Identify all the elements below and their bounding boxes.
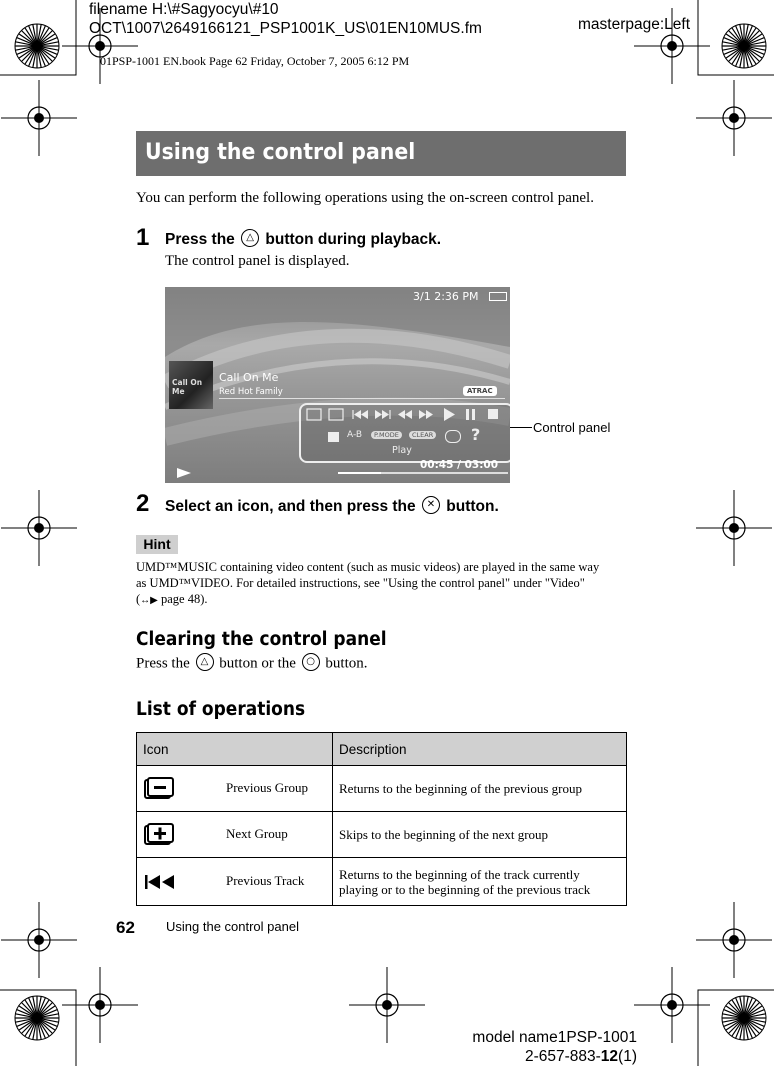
icon-cell	[137, 812, 333, 858]
hint-label: Hint	[136, 535, 178, 554]
album-art	[169, 361, 213, 409]
model-line-2	[461, 1047, 637, 1066]
filename-header	[89, 0, 482, 38]
operations-table	[136, 732, 627, 906]
model-code-bold: 12	[600, 1048, 619, 1065]
time-readout	[420, 459, 498, 471]
col-icon-header: Icon	[137, 733, 333, 766]
step-1-text-after: button during playback.	[265, 231, 442, 249]
masterpage-label: masterpage:Left	[578, 16, 691, 33]
screen-track-title: Call On Me	[219, 371, 279, 384]
model-code-prefix: 2-657-883-	[524, 1048, 601, 1065]
icon-cell	[137, 766, 333, 812]
page-number: 62	[116, 918, 135, 937]
help-icon[interactable]: ?	[471, 425, 481, 444]
callout-line	[510, 427, 532, 428]
section-title-bar	[136, 131, 626, 176]
progress-fill	[338, 472, 381, 474]
step-1-instruction	[165, 231, 441, 249]
book-info: 01PSP-1001 EN.book Page 62 Friday, October 7, 2005 6:12 PM	[100, 54, 410, 68]
clearing-text-before: Press the	[136, 655, 190, 672]
table-row	[137, 766, 627, 812]
clearing-heading: Clearing the control panel	[136, 629, 387, 650]
psp-screenshot	[165, 287, 510, 483]
control-panel-overlay[interactable]	[299, 403, 510, 463]
format-badge: ATRAC	[463, 386, 497, 396]
elapsed-time: 00:45	[420, 459, 454, 471]
intro-text: You can perform the following operations using the on-screen control panel.	[136, 190, 594, 206]
screen-datetime: 3/1 2:36 PM	[413, 290, 479, 303]
album-art-text: Call On Me	[172, 378, 203, 396]
cross-button-icon: ✕	[422, 496, 440, 514]
icon-cell	[137, 858, 333, 906]
previous-track-icon	[144, 874, 178, 890]
table-row	[137, 812, 627, 858]
screen-divider	[219, 398, 505, 399]
step-2	[136, 490, 149, 518]
info-icon[interactable]	[445, 430, 461, 443]
hint-line-2: as UMD™VIDEO. For detailed instructions, see "Using the control panel" under "Video"	[136, 576, 585, 590]
row-name: Next Group	[226, 826, 288, 841]
clear-button[interactable]: CLEAR	[409, 431, 436, 439]
control-panel-callout: Control panel	[533, 420, 611, 435]
step-2-number: 2	[136, 490, 150, 517]
step-2-text-after: button.	[446, 498, 499, 516]
clearing-text-middle: button or the	[219, 655, 296, 672]
page-reference-arrow-icon: ↔▶	[140, 595, 158, 606]
row-desc: Returns to the beginning of the previous group	[333, 766, 627, 812]
step-1-sub: The control panel is displayed.	[165, 253, 350, 269]
row-name: Previous Track	[226, 873, 305, 888]
step-1-text-before: Press the	[165, 231, 235, 249]
total-time: / 03:00	[457, 459, 499, 471]
row-desc: Returns to the beginning of the track currently playing or to the beginning of the previous track	[333, 858, 627, 906]
col-desc-header: Description	[333, 733, 627, 766]
filename-line-1: filename H:\#Sagyocyu\#10	[89, 1, 279, 18]
step-1	[136, 224, 149, 252]
screen-artist: Red Hot Family	[219, 387, 283, 397]
row-desc: Skips to the beginning of the next group	[333, 812, 627, 858]
play-indicator-icon	[175, 466, 195, 480]
step-1-number: 1	[136, 224, 150, 251]
table-row	[137, 858, 627, 906]
next-group-icon	[144, 823, 174, 847]
progress-track	[338, 472, 508, 474]
hint-line-3-text: page 48).	[161, 592, 208, 606]
hint-line-1: UMD™MUSIC containing video content (such as music videos) are played in the same way	[136, 560, 600, 574]
model-line-1: model name1PSP-1001	[472, 1029, 637, 1046]
clearing-text-after: button.	[325, 655, 368, 672]
filename-line-2: OCT\1007\2649166121_PSP1001K_US\01EN10MUS.fm	[89, 20, 482, 37]
triangle-button-icon: △	[241, 229, 259, 247]
triangle-button-icon: △	[196, 653, 214, 671]
table-header-row	[137, 733, 627, 766]
model-code-suffix: (1)	[618, 1048, 637, 1065]
model-info	[461, 1028, 637, 1066]
pmode-button[interactable]: P.MODE	[371, 431, 402, 439]
previous-group-icon	[144, 777, 174, 801]
hint-text	[136, 559, 628, 609]
playback-status: Play	[392, 445, 412, 456]
ab-repeat-button[interactable]: A-B	[347, 430, 363, 440]
footer-title: Using the control panel	[166, 919, 299, 934]
section-title: Using the control panel	[145, 140, 416, 165]
circle-button-icon: ○	[302, 653, 320, 671]
hint-line-3: (↔▶ page 48).	[136, 592, 208, 606]
step-2-text-before: Select an icon, and then press the	[165, 498, 416, 516]
step-2-instruction	[165, 498, 499, 516]
list-heading: List of operations	[136, 699, 306, 720]
clearing-text	[136, 655, 368, 673]
row-name: Previous Group	[226, 780, 308, 795]
battery-icon	[489, 292, 507, 301]
